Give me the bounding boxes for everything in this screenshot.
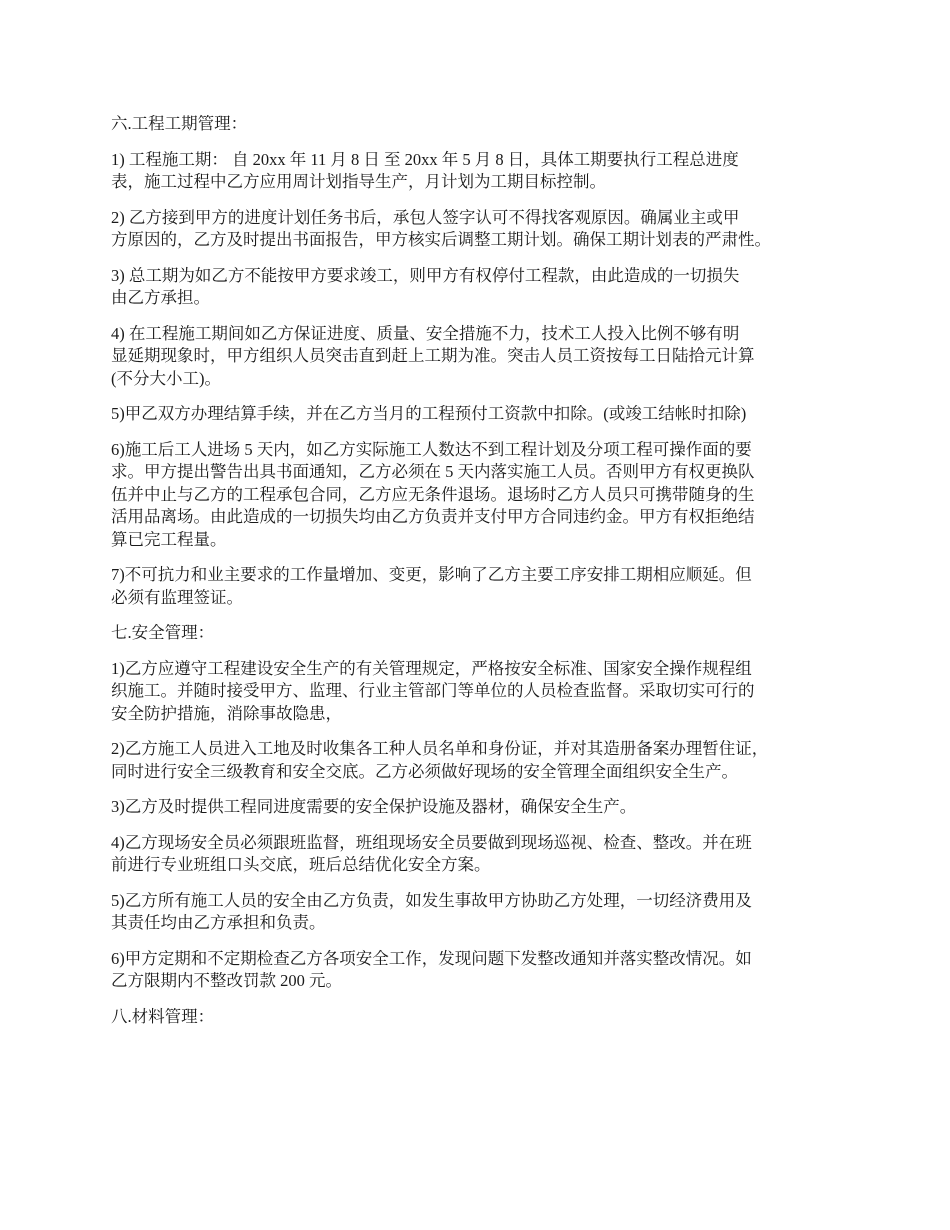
paragraph-schedule-2: 2) 乙方接到甲方的进度计划任务书后，承包人签字认可不得找客观原因。确属业主或甲 方原因的，乙方及时提出书面报告，甲方核实后调整工期计划。确保工期计划表的严肃性。 bbox=[111, 207, 771, 249]
paragraph-safety-3: 3)乙方及时提供工程同进度需要的安全保护设施及器材，确保安全生产。 bbox=[111, 797, 637, 816]
paragraph-safety-1: 1)乙方应遵守工程建设安全生产的有关管理规定，严格按安全标准、国家安全操作规程组 织施工。并随时接受甲方、监理、行业主管部门等单位的人员检查监督。采取切实可行的 安全防护措施，消除事故隐患， bbox=[111, 658, 755, 723]
paragraph-safety-6: 6)甲方定期和不定期检查乙方各项安全工作，发现问题下发整改通知并落实整改情况。如 乙方限期内不整改罚款 200 元。 bbox=[111, 948, 752, 990]
paragraph-schedule-7: 7)不可抗力和业主要求的工作量增加、变更，影响了乙方主要工序安排工期相应顺延。但 必须有监理签证。 bbox=[111, 565, 752, 607]
paragraph-safety-5: 5)乙方所有施工人员的安全由乙方负责，如发生事故甲方协助乙方处理，一切经济费用及 其责任均由乙方承担和负责。 bbox=[111, 890, 752, 932]
section-heading-safety: 七.安全管理： bbox=[111, 623, 215, 642]
paragraph-schedule-6: 6)施工后工人进场 5 天内，如乙方实际施工人数达不到工程计划及分项工程可操作面的要 求。甲方提出警告出具书面通知，乙方必须在 5 天内落实施工人员。否则甲方有权更换队 伍并中止与乙方的工程承包合同，乙方应无条件退场。退场时乙方人员只可携带随身的生 活用品离场。由此造成的一切损失均由乙方负责并支付甲方合同违约金。甲方有权拒绝结 算已完工程量。 bbox=[111, 439, 755, 549]
paragraph-schedule-1: 1) 工程施工期： 自 20xx 年 11 月 8 日 至 20xx 年 5 月 8 日，具体工期要执行工程总进度 表，施工过程中乙方应用周计划指导生产，月计划为工期目标控制。 bbox=[111, 149, 739, 191]
paragraph-schedule-4: 4) 在工程施工期间如乙方保证进度、质量、安全措施不力，技术工人投入比例不够有明 显延期现象时，甲方组织人员突击直到赶上工期为准。突击人员工资按每工日陆拾元计算 (不分大小工)。 bbox=[111, 323, 755, 388]
paragraph-safety-2: 2)乙方施工人员进入工地及时收集各工种人员名单和身份证，并对其造册备案办理暂住证， 同时进行安全三级教育和安全交底。乙方必须做好现场的安全管理全面组织安全生产。 bbox=[111, 739, 769, 781]
section-heading-materials: 八.材料管理： bbox=[111, 1006, 215, 1026]
section-heading-schedule: 六.工程工期管理： bbox=[111, 114, 248, 133]
paragraph-safety-4: 4)乙方现场安全员必须跟班监督，班组现场安全员要做到现场巡视、检查、整改。并在班 前进行专业班组口头交底，班后总结优化安全方案。 bbox=[111, 832, 752, 874]
paragraph-schedule-3: 3) 总工期为如乙方不能按甲方要求竣工，则甲方有权停付工程款，由此造成的一切损失 由乙方承担。 bbox=[111, 265, 740, 307]
paragraph-schedule-5: 5)甲乙双方办理结算手续，并在乙方当月的工程预付工资款中扣除。(或竣工结帐时扣除) bbox=[111, 404, 747, 423]
document-body bbox=[111, 113, 851, 1041]
